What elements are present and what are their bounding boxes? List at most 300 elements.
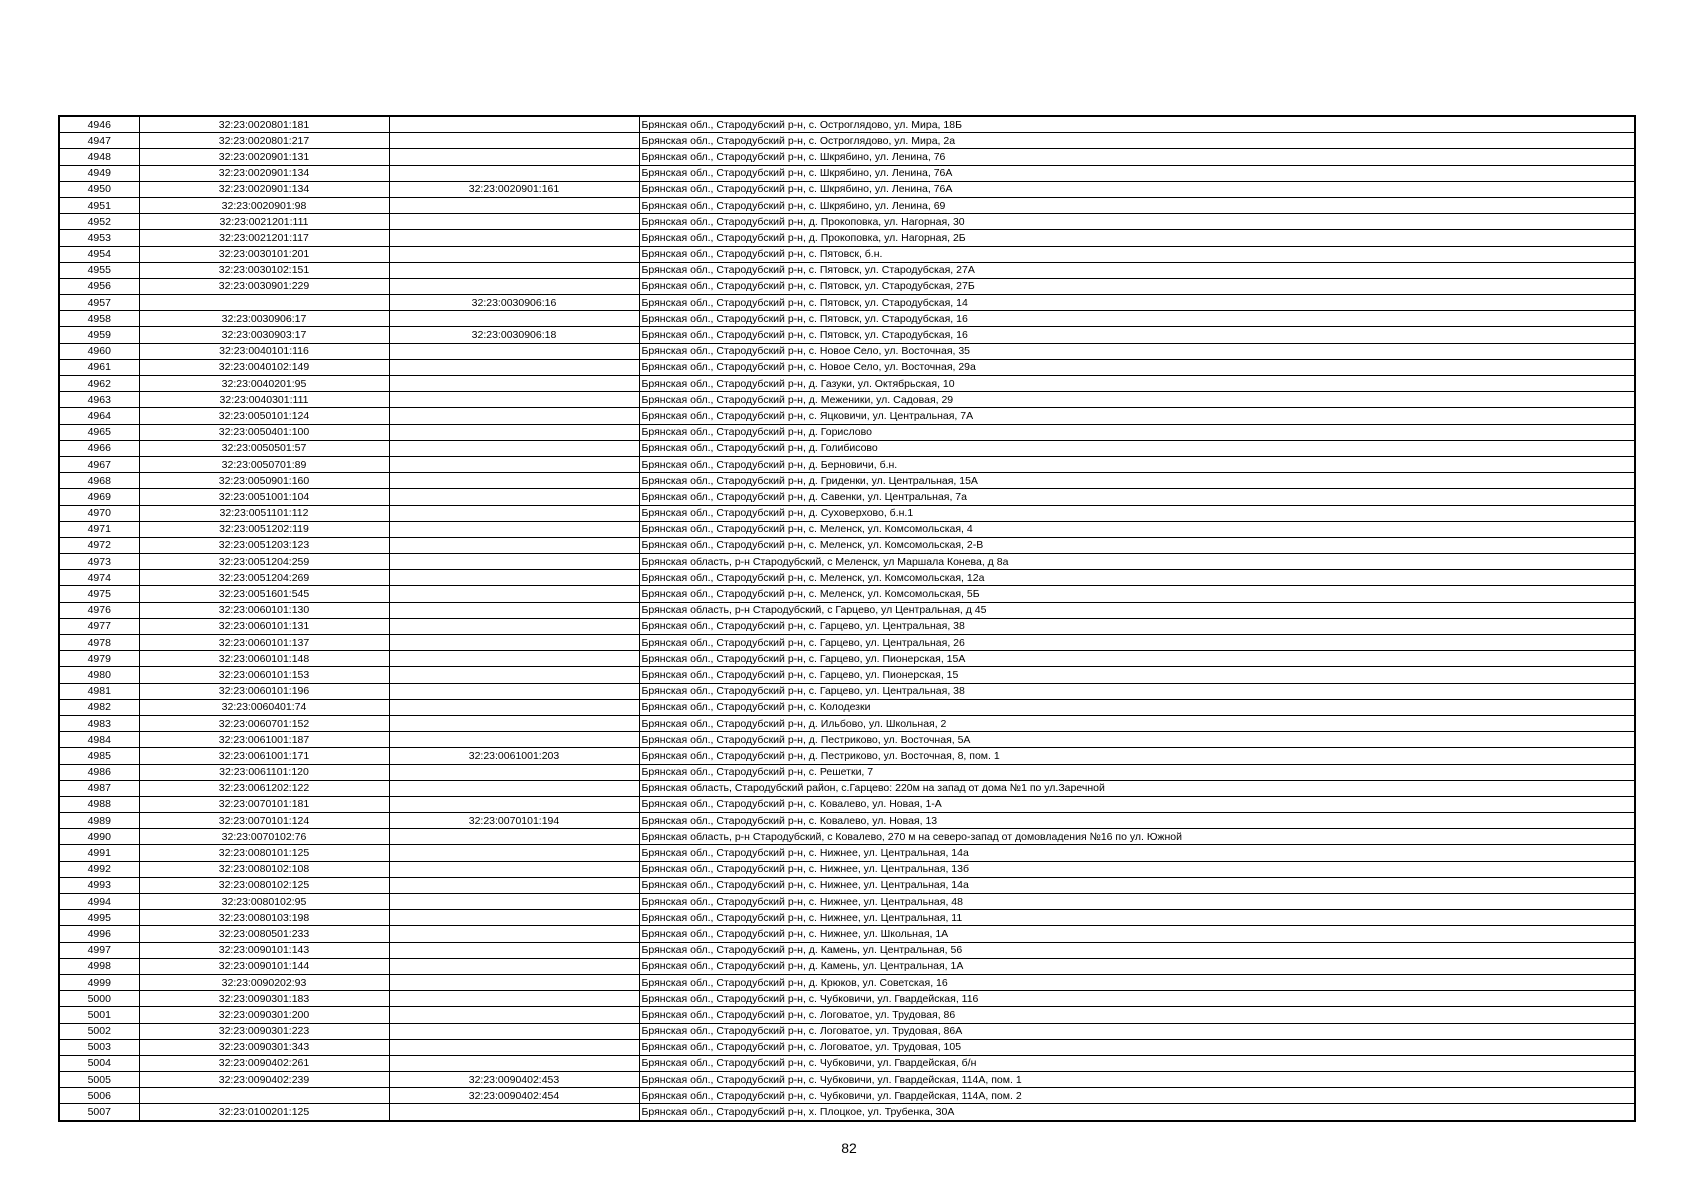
address-cell: Брянская обл., Стародубский р-н, с. Нижнее, ул. Центральная, 48 [639,894,1635,910]
related-cadastral-number-cell [389,165,639,181]
cadastral-number-cell: 32:23:0060401:74 [139,699,389,715]
related-cadastral-number-cell [389,359,639,375]
cadastral-number-cell [139,295,389,311]
address-cell: Брянская обл., Стародубский р-н, д. Камень, ул. Центральная, 1А [639,958,1635,974]
related-cadastral-number-cell [389,829,639,845]
related-cadastral-number-cell [389,780,639,796]
address-cell: Брянская область, р-н Стародубский, с Меленск, ул Маршала Конева, д 8а [639,554,1635,570]
address-cell: Брянская обл., Стародубский р-н, с. Решетки, 7 [639,764,1635,780]
row-number-cell: 4990 [59,829,139,845]
address-cell: Брянская обл., Стародубский р-н, с. Шкрябино, ул. Ленина, 76 [639,149,1635,165]
cadastral-number-cell: 32:23:0090402:239 [139,1072,389,1088]
table-row [59,149,1635,165]
cadastral-number-cell: 32:23:0090301:223 [139,1023,389,1039]
table-row [59,537,1635,553]
registry-table-body [59,116,1635,1121]
address-cell: Брянская обл., Стародубский р-н, с. Гарцево, ул. Центральная, 26 [639,635,1635,651]
row-number-cell: 4977 [59,618,139,634]
related-cadastral-number-cell [389,521,639,537]
row-number-cell: 5000 [59,991,139,1007]
row-number-cell: 5007 [59,1104,139,1121]
row-number-cell: 4987 [59,780,139,796]
row-number-cell: 4973 [59,554,139,570]
related-cadastral-number-cell [389,861,639,877]
related-cadastral-number-cell [389,618,639,634]
address-cell: Брянская обл., Стародубский р-н, с. Чубковичи, ул. Гвардейская, 116 [639,991,1635,1007]
table-row [59,278,1635,294]
row-number-cell: 4959 [59,327,139,343]
row-number-cell: 4999 [59,974,139,990]
cadastral-number-cell: 32:23:0080102:95 [139,894,389,910]
related-cadastral-number-cell [389,214,639,230]
related-cadastral-number-cell [389,262,639,278]
table-row [59,133,1635,149]
related-cadastral-number-cell [389,197,639,213]
related-cadastral-number-cell [389,1023,639,1039]
address-cell: Брянская обл., Стародубский р-н, с. Меленск, ул. Комсомольская, 4 [639,521,1635,537]
cadastral-number-cell: 32:23:0020901:134 [139,181,389,197]
cadastral-number-cell: 32:23:0050901:160 [139,473,389,489]
related-cadastral-number-cell [389,424,639,440]
address-cell: Брянская обл., Стародубский р-н, д. Савенки, ул. Центральная, 7а [639,489,1635,505]
related-cadastral-number-cell [389,651,639,667]
table-row [59,991,1635,1007]
cadastral-number-cell: 32:23:0061001:187 [139,732,389,748]
address-cell: Брянская обл., Стародубский р-н, д. Пестриково, ул. Восточная, 5А [639,732,1635,748]
address-cell: Брянская обл., Стародубский р-н, д. Суховерхово, б.н.1 [639,505,1635,521]
row-number-cell: 5006 [59,1088,139,1104]
address-cell: Брянская обл., Стародубский р-н, с. Гарцево, ул. Пионерская, 15А [639,651,1635,667]
address-cell: Брянская обл., Стародубский р-н, с. Нижнее, ул. Школьная, 1А [639,926,1635,942]
related-cadastral-number-cell [389,537,639,553]
row-number-cell: 4972 [59,537,139,553]
page-number: 82 [841,1140,857,1156]
address-cell: Брянская обл., Стародубский р-н, д. Меженики, ул. Садовая, 29 [639,392,1635,408]
table-row [59,311,1635,327]
table-row [59,894,1635,910]
cadastral-number-cell: 32:23:0030903:17 [139,327,389,343]
related-cadastral-number-cell [389,440,639,456]
address-cell: Брянская область, р-н Стародубский, с Гарцево, ул Центральная, д 45 [639,602,1635,618]
cadastral-number-cell: 32:23:0051202:119 [139,521,389,537]
cadastral-number-cell: 32:23:0050701:89 [139,456,389,472]
related-cadastral-number-cell [389,376,639,392]
cadastral-number-cell: 32:23:0020901:134 [139,165,389,181]
table-row [59,974,1635,990]
table-row [59,651,1635,667]
row-number-cell: 4967 [59,456,139,472]
table-row [59,1055,1635,1071]
row-number-cell: 4978 [59,635,139,651]
cadastral-number-cell: 32:23:0090301:343 [139,1039,389,1055]
table-row [59,376,1635,392]
row-number-cell: 4982 [59,699,139,715]
related-cadastral-number-cell [389,958,639,974]
table-row [59,586,1635,602]
table-row [59,327,1635,343]
table-row [59,910,1635,926]
address-cell: Брянская обл., Стародубский р-н, с. Пятовск, ул. Стародубская, 27Б [639,278,1635,294]
table-row [59,796,1635,812]
table-row [59,732,1635,748]
related-cadastral-number-cell [389,311,639,327]
cadastral-number-cell: 32:23:0021201:117 [139,230,389,246]
row-number-cell: 4951 [59,197,139,213]
address-cell: Брянская область, Стародубский район, с.Гарцево: 220м на запад от дома №1 по ул.Заречной [639,780,1635,796]
related-cadastral-number-cell [389,570,639,586]
cadastral-number-cell: 32:23:0050101:124 [139,408,389,424]
address-cell: Брянская обл., Стародубский р-н, с. Новое Село, ул. Восточная, 35 [639,343,1635,359]
row-number-cell: 4971 [59,521,139,537]
row-number-cell: 4968 [59,473,139,489]
table-row [59,165,1635,181]
cadastral-number-cell: 32:23:0030906:17 [139,311,389,327]
row-number-cell: 4976 [59,602,139,618]
table-row [59,246,1635,262]
row-number-cell: 4992 [59,861,139,877]
cadastral-number-cell: 32:23:0040301:111 [139,392,389,408]
related-cadastral-number-cell [389,683,639,699]
address-cell: Брянская обл., Стародубский р-н, с. Нижнее, ул. Центральная, 11 [639,910,1635,926]
table-row [59,116,1635,133]
related-cadastral-number-cell [389,586,639,602]
related-cadastral-number-cell: 32:23:0030906:18 [389,327,639,343]
address-cell: Брянская обл., Стародубский р-н, с. Пятовск, ул. Стародубская, 16 [639,311,1635,327]
row-number-cell: 4960 [59,343,139,359]
address-cell: Брянская обл., Стародубский р-н, с. Меленск, ул. Комсомольская, 5Б [639,586,1635,602]
cadastral-number-cell: 32:23:0061101:120 [139,764,389,780]
address-cell: Брянская обл., Стародубский р-н, с. Остроглядово, ул. Мира, 18Б [639,116,1635,133]
cadastral-number-cell: 32:23:0061202:122 [139,780,389,796]
row-number-cell: 5004 [59,1055,139,1071]
related-cadastral-number-cell [389,116,639,133]
address-cell: Брянская обл., Стародубский р-н, с. Ковалево, ул. Новая, 13 [639,813,1635,829]
table-row [59,408,1635,424]
cadastral-number-cell: 32:23:0040101:116 [139,343,389,359]
row-number-cell: 4950 [59,181,139,197]
table-row [59,521,1635,537]
table-row [59,1007,1635,1023]
table-row [59,1039,1635,1055]
row-number-cell: 4984 [59,732,139,748]
row-number-cell: 4979 [59,651,139,667]
row-number-cell: 4965 [59,424,139,440]
cadastral-number-cell: 32:23:0040201:95 [139,376,389,392]
cadastral-number-cell: 32:23:0090301:183 [139,991,389,1007]
table-row [59,262,1635,278]
related-cadastral-number-cell: 32:23:0090402:453 [389,1072,639,1088]
address-cell: Брянская обл., Стародубский р-н, с. Логоватое, ул. Трудовая, 105 [639,1039,1635,1055]
table-row [59,1104,1635,1121]
address-cell: Брянская обл., Стародубский р-н, с. Гарцево, ул. Пионерская, 15 [639,667,1635,683]
table-row [59,845,1635,861]
row-number-cell: 4953 [59,230,139,246]
address-cell: Брянская обл., Стародубский р-н, д. Прокоповка, ул. Нагорная, 2Б [639,230,1635,246]
table-row [59,813,1635,829]
related-cadastral-number-cell [389,489,639,505]
cadastral-number-cell: 32:23:0070101:124 [139,813,389,829]
registry-table [58,115,1636,1122]
related-cadastral-number-cell [389,408,639,424]
related-cadastral-number-cell [389,473,639,489]
cadastral-number-cell: 32:23:0051204:259 [139,554,389,570]
address-cell: Брянская обл., Стародубский р-н, д. Прокоповка, ул. Нагорная, 30 [639,214,1635,230]
row-number-cell: 4991 [59,845,139,861]
related-cadastral-number-cell: 32:23:0061001:203 [389,748,639,764]
cadastral-number-cell: 32:23:0060101:196 [139,683,389,699]
related-cadastral-number-cell [389,246,639,262]
table-row [59,861,1635,877]
table-row [59,764,1635,780]
table-row [59,926,1635,942]
table-row [59,214,1635,230]
address-cell: Брянская обл., Стародубский р-н, с. Пятовск, ул. Стародубская, 14 [639,295,1635,311]
row-number-cell: 4946 [59,116,139,133]
address-cell: Брянская обл., Стародубский р-н, с. Нижнее, ул. Центральная, 14а [639,877,1635,893]
row-number-cell: 4964 [59,408,139,424]
related-cadastral-number-cell [389,635,639,651]
row-number-cell: 5003 [59,1039,139,1055]
row-number-cell: 4980 [59,667,139,683]
cadastral-number-cell: 32:23:0070101:181 [139,796,389,812]
table-row [59,295,1635,311]
related-cadastral-number-cell [389,894,639,910]
row-number-cell: 4970 [59,505,139,521]
row-number-cell: 4985 [59,748,139,764]
related-cadastral-number-cell [389,764,639,780]
cadastral-number-cell [139,1088,389,1104]
related-cadastral-number-cell [389,910,639,926]
address-cell: Брянская обл., Стародубский р-н, с. Логоватое, ул. Трудовая, 86 [639,1007,1635,1023]
address-cell: Брянская обл., Стародубский р-н, д. Крюков, ул. Советская, 16 [639,974,1635,990]
address-cell: Брянская обл., Стародубский р-н, д. Ильбово, ул. Школьная, 2 [639,715,1635,731]
related-cadastral-number-cell: 32:23:0090402:454 [389,1088,639,1104]
table-row [59,618,1635,634]
table-row [59,667,1635,683]
cadastral-number-cell: 32:23:0060101:131 [139,618,389,634]
table-row [59,715,1635,731]
table-row [59,683,1635,699]
related-cadastral-number-cell [389,1104,639,1121]
row-number-cell: 4998 [59,958,139,974]
related-cadastral-number-cell [389,732,639,748]
cadastral-number-cell: 32:23:0080102:125 [139,877,389,893]
cadastral-number-cell: 32:23:0090101:143 [139,942,389,958]
cadastral-number-cell: 32:23:0080102:108 [139,861,389,877]
cadastral-number-cell: 32:23:0051204:269 [139,570,389,586]
related-cadastral-number-cell [389,392,639,408]
table-row [59,942,1635,958]
table-row [59,829,1635,845]
address-cell: Брянская обл., Стародубский р-н, д. Горислово [639,424,1635,440]
address-cell: Брянская обл., Стародубский р-н, с. Шкрябино, ул. Ленина, 69 [639,197,1635,213]
cadastral-number-cell: 32:23:0061001:171 [139,748,389,764]
address-cell: Брянская обл., Стародубский р-н, с. Ковалево, ул. Новая, 1-А [639,796,1635,812]
row-number-cell: 4958 [59,311,139,327]
address-cell: Брянская обл., Стародубский р-н, с. Меленск, ул. Комсомольская, 2-В [639,537,1635,553]
row-number-cell: 4947 [59,133,139,149]
cadastral-number-cell: 32:23:0051001:104 [139,489,389,505]
row-number-cell: 5005 [59,1072,139,1088]
address-cell: Брянская обл., Стародубский р-н, с. Пятовск, ул. Стародубская, 27А [639,262,1635,278]
address-cell: Брянская обл., Стародубский р-н, с. Нижнее, ул. Центральная, 14а [639,845,1635,861]
table-row [59,635,1635,651]
table-row [59,359,1635,375]
row-number-cell: 4974 [59,570,139,586]
address-cell: Брянская обл., Стародубский р-н, д. Гриденки, ул. Центральная, 15А [639,473,1635,489]
row-number-cell: 4993 [59,877,139,893]
address-cell: Брянская обл., Стародубский р-н, с. Шкрябино, ул. Ленина, 76А [639,181,1635,197]
address-cell: Брянская обл., Стародубский р-н, д. Берновичи, б.н. [639,456,1635,472]
cadastral-number-cell: 32:23:0030101:201 [139,246,389,262]
row-number-cell: 4997 [59,942,139,958]
table-row [59,456,1635,472]
cadastral-number-cell: 32:23:0020801:181 [139,116,389,133]
cadastral-number-cell: 32:23:0030901:229 [139,278,389,294]
table-row [59,343,1635,359]
table-row [59,1088,1635,1104]
cadastral-number-cell: 32:23:0090301:200 [139,1007,389,1023]
row-number-cell: 4966 [59,440,139,456]
address-cell: Брянская обл., Стародубский р-н, с. Яцковичи, ул. Центральная, 7А [639,408,1635,424]
related-cadastral-number-cell [389,278,639,294]
cadastral-number-cell: 32:23:0080103:198 [139,910,389,926]
cadastral-number-cell: 32:23:0051101:112 [139,505,389,521]
table-row [59,489,1635,505]
cadastral-number-cell: 32:23:0060101:153 [139,667,389,683]
cadastral-number-cell: 32:23:0051203:123 [139,537,389,553]
address-cell: Брянская обл., Стародубский р-н, с. Меленск, ул. Комсомольская, 12а [639,570,1635,586]
related-cadastral-number-cell: 32:23:0070101:194 [389,813,639,829]
cadastral-number-cell: 32:23:0020801:217 [139,133,389,149]
table-row [59,570,1635,586]
related-cadastral-number-cell [389,699,639,715]
row-number-cell: 4975 [59,586,139,602]
related-cadastral-number-cell [389,149,639,165]
table-row [59,440,1635,456]
row-number-cell: 4963 [59,392,139,408]
cadastral-number-cell: 32:23:0060101:137 [139,635,389,651]
related-cadastral-number-cell: 32:23:0020901:161 [389,181,639,197]
table-row [59,602,1635,618]
row-number-cell: 4996 [59,926,139,942]
address-cell: Брянская обл., Стародубский р-н, с. Нижнее, ул. Центральная, 13б [639,861,1635,877]
row-number-cell: 4954 [59,246,139,262]
address-cell: Брянская обл., Стародубский р-н, д. Камень, ул. Центральная, 56 [639,942,1635,958]
table-row [59,505,1635,521]
row-number-cell: 4962 [59,376,139,392]
address-cell: Брянская обл., Стародубский р-н, д. Пестриково, ул. Восточная, 8, пом. 1 [639,748,1635,764]
cadastral-number-cell: 32:23:0051601:545 [139,586,389,602]
address-cell: Брянская обл., Стародубский р-н, с. Гарцево, ул. Центральная, 38 [639,683,1635,699]
address-cell: Брянская обл., Стародубский р-н, д. Газуки, ул. Октябрьская, 10 [639,376,1635,392]
address-cell: Брянская обл., Стародубский р-н, с. Логоватое, ул. Трудовая, 86А [639,1023,1635,1039]
table-row [59,699,1635,715]
row-number-cell: 4956 [59,278,139,294]
row-number-cell: 4957 [59,295,139,311]
table-row [59,748,1635,764]
row-number-cell: 4955 [59,262,139,278]
cadastral-number-cell: 32:23:0060101:130 [139,602,389,618]
row-number-cell: 4949 [59,165,139,181]
cadastral-number-cell: 32:23:0060101:148 [139,651,389,667]
related-cadastral-number-cell [389,505,639,521]
related-cadastral-number-cell [389,974,639,990]
address-cell: Брянская обл., Стародубский р-н, с. Шкрябино, ул. Ленина, 76А [639,165,1635,181]
cadastral-number-cell: 32:23:0020901:131 [139,149,389,165]
address-cell: Брянская обл., Стародубский р-н, с. Пятовск, ул. Стародубская, 16 [639,327,1635,343]
cadastral-number-cell: 32:23:0090101:144 [139,958,389,974]
table-row [59,877,1635,893]
related-cadastral-number-cell [389,456,639,472]
address-cell: Брянская обл., Стародубский р-н, х. Плоцкое, ул. Трубенка, 30А [639,1104,1635,1121]
address-cell: Брянская обл., Стародубский р-н, с. Чубковичи, ул. Гвардейская, 114А, пом. 2 [639,1088,1635,1104]
address-cell: Брянская обл., Стародубский р-н, с. Чубковичи, ул. Гвардейская, б/н [639,1055,1635,1071]
row-number-cell: 4989 [59,813,139,829]
related-cadastral-number-cell [389,877,639,893]
address-cell: Брянская обл., Стародубский р-н, д. Голибисово [639,440,1635,456]
related-cadastral-number-cell [389,1039,639,1055]
address-cell: Брянская обл., Стародубский р-н, с. Новое Село, ул. Восточная, 29а [639,359,1635,375]
cadastral-number-cell: 32:23:0060701:152 [139,715,389,731]
row-number-cell: 4994 [59,894,139,910]
table-row [59,554,1635,570]
related-cadastral-number-cell [389,1055,639,1071]
address-cell: Брянская обл., Стародубский р-н, с. Остроглядово, ул. Мира, 2а [639,133,1635,149]
related-cadastral-number-cell [389,796,639,812]
row-number-cell: 5001 [59,1007,139,1023]
cadastral-number-cell: 32:23:0080501:233 [139,926,389,942]
table-row [59,230,1635,246]
row-number-cell: 4995 [59,910,139,926]
cadastral-number-cell: 32:23:0020901:98 [139,197,389,213]
row-number-cell: 4986 [59,764,139,780]
related-cadastral-number-cell [389,845,639,861]
cadastral-number-cell: 32:23:0050401:100 [139,424,389,440]
related-cadastral-number-cell [389,554,639,570]
cadastral-number-cell: 32:23:0080101:125 [139,845,389,861]
table-row [59,197,1635,213]
related-cadastral-number-cell [389,926,639,942]
related-cadastral-number-cell [389,133,639,149]
row-number-cell: 4981 [59,683,139,699]
related-cadastral-number-cell [389,942,639,958]
related-cadastral-number-cell [389,667,639,683]
cadastral-number-cell: 32:23:0090402:261 [139,1055,389,1071]
related-cadastral-number-cell [389,602,639,618]
address-cell: Брянская область, р-н Стародубский, с Ковалево, 270 м на северо-запад от домовладения №16 по ул. Южной [639,829,1635,845]
address-cell: Брянская обл., Стародубский р-н, с. Колодезки [639,699,1635,715]
table-row [59,958,1635,974]
table-row [59,181,1635,197]
row-number-cell: 4961 [59,359,139,375]
related-cadastral-number-cell [389,715,639,731]
cadastral-number-cell: 32:23:0040102:149 [139,359,389,375]
cadastral-number-cell: 32:23:0030102:151 [139,262,389,278]
row-number-cell: 4988 [59,796,139,812]
related-cadastral-number-cell [389,230,639,246]
cadastral-number-cell: 32:23:0090202:93 [139,974,389,990]
row-number-cell: 5002 [59,1023,139,1039]
related-cadastral-number-cell [389,991,639,1007]
address-cell: Брянская обл., Стародубский р-н, с. Пятовск, б.н. [639,246,1635,262]
table-row [59,1072,1635,1088]
cadastral-number-cell: 32:23:0100201:125 [139,1104,389,1121]
address-cell: Брянская обл., Стародубский р-н, с. Гарцево, ул. Центральная, 38 [639,618,1635,634]
cadastral-number-cell: 32:23:0050501:57 [139,440,389,456]
cadastral-number-cell: 32:23:0021201:111 [139,214,389,230]
related-cadastral-number-cell [389,343,639,359]
